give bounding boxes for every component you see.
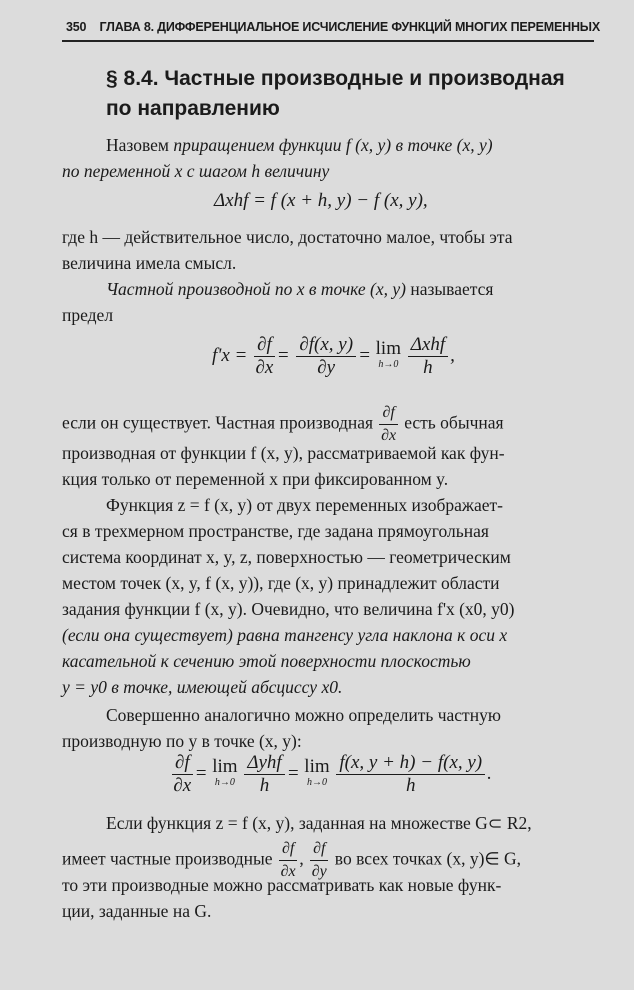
paragraph-6-line6: (если она существует) равна тангенсу угла наклона к оси x [62,625,508,645]
lim-subscript: h→0 [306,776,327,788]
italic-run: Частной производной по x в точке (x, y) [106,279,406,299]
running-header [66,20,600,34]
denominator: ∂y [311,863,327,880]
paragraph-2-line1: где h — действительное число, достаточно малое, чтобы эта [62,227,513,247]
page-number: 350 [66,20,87,34]
numerator: ∂f [172,752,193,775]
chapter-title: ГЛАВА 8. ДИФФЕРЕНЦИАЛЬНОЕ ИСЧИСЛЕНИЕ ФУНКЦИЙ МНОГИХ ПЕРЕМЕННЫХ [99,20,600,34]
text-run: если он существует. Частная производная [62,412,374,433]
fraction-df-dx-2 [172,752,193,797]
denominator: h [423,357,433,378]
formula-partial-y: $\frac{\partial f}{\partial x}$ = lim h→0 $\frac{\text{Δyhf}}{h}$ = lim h→0 $\frac{f(x, y + h) - f(x, y)}{h}$ . [173,752,492,796]
paragraph-8-line2: имеет частные производные $\frac{\partial f}{\partial x}$ , $\frac{\partial f}{\partial y}$ во всех точках (x, y)∈ G, [62,838,521,883]
text-run: называется [406,279,494,299]
paragraph-6-line3: система координат x, y, z, поверхностью — геометрическим [62,547,511,567]
paragraph-7-line1: Совершенно аналогично можно определить частную [106,705,501,725]
paragraph-1-line2: по переменной x с шагом h величину [62,161,330,181]
paragraph-6-line2: ся в трехмерном пространстве, где задана прямоугольная [62,521,489,541]
paragraph-6-line8: y = y0 в точке, имеющей абсциссу x0. [62,677,343,697]
formula-partial-x: f'x = $\frac{\partial f}{\partial x}$ = $\frac{\partial f(x, y)}{\partial y}$ = lim h→0 $\frac{\text{Δxhf}}{h}$ , [212,334,455,378]
lim-subscript: h→0 [214,776,235,788]
text-run: во всех точках (x, y)∈ G, [334,848,522,869]
text-run: есть обычная [404,412,504,433]
numerator: Δxhf [408,334,448,357]
denominator: ∂x [280,863,296,880]
paragraph-7-line2: производную по y в точке (x, y): [62,731,302,751]
numerator: Δyhf [244,752,284,775]
paragraph-6-line1: Функция z = f (x, y) от двух переменных изображает- [106,495,504,515]
section-heading-line1: § 8.4. Частные производные и производная [106,67,565,90]
limit-operator [375,337,401,373]
paragraph-3-line2: предел [62,305,114,325]
paragraph-1-line1 [106,132,493,158]
lim-text: lim [304,755,330,777]
denominator: ∂x [381,427,397,444]
limit-operator [212,755,238,791]
text-run: имеет частные производные [62,848,273,869]
numerator: ∂f [379,402,397,425]
lim-subscript: h→0 [378,358,399,370]
formula-increment: Δxhf = f (x + h, y) − f (x, y), [214,190,428,211]
lim-text: lim [212,755,238,777]
section-heading [106,64,606,124]
formula-lhs: f'x = [212,344,248,366]
fraction-df-dx [254,334,275,379]
paragraph-9-line1: то эти производные можно рассматривать как новые функ- [62,875,502,895]
numerator: ∂f [254,334,275,357]
paragraph-6-line7: касательной к сечению этой поверхности плоскостью [62,651,471,671]
numerator: ∂f [279,838,297,861]
denominator: h [406,775,416,796]
denominator: ∂x [255,357,274,378]
numerator: ∂f [310,838,328,861]
paragraph-5-line2: кция только от переменной x при фиксированном y. [62,469,449,489]
paragraph-6-line4: местом точек (x, y, f (x, y)), где (x, y) принадлежит области [62,573,500,593]
paragraph-5-line1: производная от функции f (x, y), рассматриваемой как фун- [62,443,505,463]
paragraph-3-line1 [106,276,493,302]
paragraph-9-line2: ции, заданные на G. [62,901,212,921]
denominator: ∂y [317,357,336,378]
numerator: f(x, y + h) − f(x, y) [336,752,485,775]
paragraph-8-line1: Если функция z = f (x, y), заданная на множестве G⊂ R2, [106,813,532,833]
text-run: Назовем [106,135,174,155]
fraction-dyh-h [244,752,284,797]
fraction-dfxy-dy [296,334,356,379]
italic-run: приращением функции f (x, y) в точке (x, y) [173,135,493,155]
header-rule [62,40,594,42]
lim-text: lim [375,337,401,359]
paragraph-2-line2: величина имела смысл. [62,253,237,273]
limit-operator-2 [304,755,330,791]
paragraph-6-line5: задания функции f (x, y). Очевидно, что величина f'x (x0, y0) [62,599,515,619]
fraction-dxh-h [408,334,448,379]
denominator: h [259,775,270,796]
fraction-difference-h [336,752,485,797]
numerator: ∂f(x, y) [296,334,356,357]
denominator: ∂x [173,775,192,796]
section-heading-line2: по направлению [106,97,280,120]
